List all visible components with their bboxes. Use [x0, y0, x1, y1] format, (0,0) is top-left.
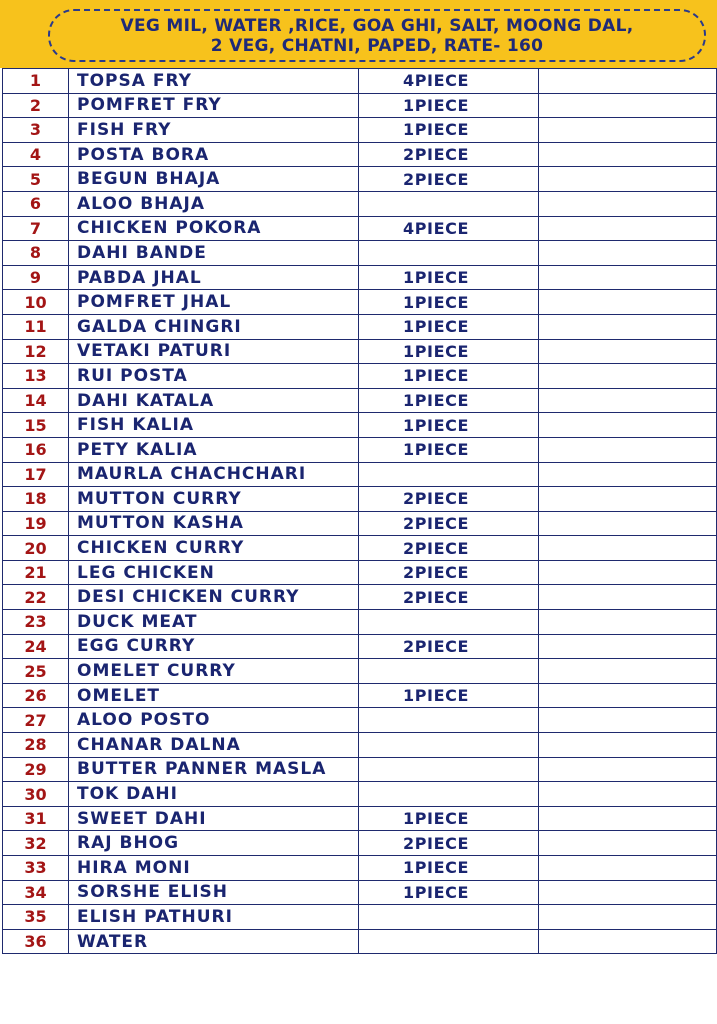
row-number: 24: [3, 634, 69, 659]
row-number: 1: [3, 69, 69, 94]
item-name: DAHI KATALA: [69, 388, 359, 413]
item-quantity: 1PIECE: [359, 118, 539, 143]
item-quantity: 1PIECE: [359, 388, 539, 413]
item-quantity: 2PIECE: [359, 831, 539, 856]
blank-cell: [539, 142, 717, 167]
row-number: 4: [3, 142, 69, 167]
item-quantity: [359, 191, 539, 216]
item-name: TOPSA FRY: [69, 69, 359, 94]
table-row: [3, 929, 717, 954]
row-number: 33: [3, 856, 69, 881]
blank-cell: [539, 191, 717, 216]
row-number: 11: [3, 314, 69, 339]
blank-cell: [539, 339, 717, 364]
item-quantity: [359, 929, 539, 954]
blank-cell: [539, 757, 717, 782]
table-row: [3, 708, 717, 733]
item-quantity: [359, 782, 539, 807]
item-name: CHANAR DALNA: [69, 733, 359, 758]
table-row: [3, 831, 717, 856]
item-name: ALOO POSTO: [69, 708, 359, 733]
table-row: [3, 905, 717, 930]
item-quantity: [359, 610, 539, 635]
row-number: 34: [3, 880, 69, 905]
blank-cell: [539, 905, 717, 930]
item-quantity: 1PIECE: [359, 437, 539, 462]
blank-cell: [539, 462, 717, 487]
item-quantity: [359, 757, 539, 782]
blank-cell: [539, 241, 717, 266]
row-number: 32: [3, 831, 69, 856]
table-row: [3, 536, 717, 561]
blank-cell: [539, 93, 717, 118]
table-row: [3, 585, 717, 610]
row-number: 26: [3, 683, 69, 708]
row-number: 7: [3, 216, 69, 241]
item-name: DAHI BANDE: [69, 241, 359, 266]
blank-cell: [539, 733, 717, 758]
item-name: SORSHE ELISH: [69, 880, 359, 905]
item-quantity: 1PIECE: [359, 856, 539, 881]
row-number: 13: [3, 364, 69, 389]
item-quantity: 1PIECE: [359, 339, 539, 364]
row-number: 29: [3, 757, 69, 782]
blank-cell: [539, 511, 717, 536]
row-number: 27: [3, 708, 69, 733]
blank-cell: [539, 536, 717, 561]
menu-table-body: [3, 69, 717, 954]
item-quantity: 1PIECE: [359, 314, 539, 339]
table-row: [3, 167, 717, 192]
blank-cell: [539, 364, 717, 389]
table-row: [3, 659, 717, 684]
item-name: ELISH PATHURI: [69, 905, 359, 930]
item-name: OMELET CURRY: [69, 659, 359, 684]
header-line-2: 2 VEG, CHATNI, PAPED, RATE- 160: [210, 35, 544, 56]
row-number: 25: [3, 659, 69, 684]
blank-cell: [539, 659, 717, 684]
item-quantity: 1PIECE: [359, 290, 539, 315]
item-name: DUCK MEAT: [69, 610, 359, 635]
row-number: 20: [3, 536, 69, 561]
item-name: SWEET DAHI: [69, 806, 359, 831]
item-quantity: 4PIECE: [359, 216, 539, 241]
table-row: [3, 118, 717, 143]
menu-header: [0, 0, 717, 68]
table-row: [3, 437, 717, 462]
item-name: GALDA CHINGRI: [69, 314, 359, 339]
item-quantity: 2PIECE: [359, 142, 539, 167]
row-number: 36: [3, 929, 69, 954]
item-name: DESI CHICKEN CURRY: [69, 585, 359, 610]
item-quantity: 1PIECE: [359, 93, 539, 118]
table-row: [3, 880, 717, 905]
blank-cell: [539, 585, 717, 610]
blank-cell: [539, 216, 717, 241]
item-name: ALOO BHAJA: [69, 191, 359, 216]
table-row: [3, 782, 717, 807]
item-quantity: 2PIECE: [359, 167, 539, 192]
header-line-1: VEG MIL, WATER ,RICE, GOA GHI, SALT, MOONG DAL,: [120, 15, 634, 36]
table-row: [3, 610, 717, 635]
item-name: MUTTON CURRY: [69, 487, 359, 512]
menu-table: [2, 68, 717, 954]
item-name: LEG CHICKEN: [69, 560, 359, 585]
table-row: [3, 364, 717, 389]
table-row: [3, 290, 717, 315]
blank-cell: [539, 69, 717, 94]
item-name: CHICKEN CURRY: [69, 536, 359, 561]
blank-cell: [539, 290, 717, 315]
table-row: [3, 806, 717, 831]
row-number: 17: [3, 462, 69, 487]
row-number: 3: [3, 118, 69, 143]
item-name: POMFRET JHAL: [69, 290, 359, 315]
item-quantity: 2PIECE: [359, 487, 539, 512]
table-row: [3, 487, 717, 512]
blank-cell: [539, 437, 717, 462]
blank-cell: [539, 683, 717, 708]
item-quantity: [359, 659, 539, 684]
table-row: [3, 93, 717, 118]
item-quantity: 4PIECE: [359, 69, 539, 94]
item-quantity: 2PIECE: [359, 511, 539, 536]
row-number: 31: [3, 806, 69, 831]
item-name: FISH KALIA: [69, 413, 359, 438]
item-quantity: [359, 462, 539, 487]
table-row: [3, 314, 717, 339]
table-row: [3, 757, 717, 782]
blank-cell: [539, 929, 717, 954]
item-quantity: 1PIECE: [359, 683, 539, 708]
blank-cell: [539, 806, 717, 831]
item-name: RUI POSTA: [69, 364, 359, 389]
item-quantity: [359, 708, 539, 733]
item-quantity: [359, 733, 539, 758]
table-row: [3, 241, 717, 266]
item-name: MAURLA CHACHCHARI: [69, 462, 359, 487]
table-row: [3, 856, 717, 881]
blank-cell: [539, 708, 717, 733]
row-number: 16: [3, 437, 69, 462]
blank-cell: [539, 167, 717, 192]
row-number: 2: [3, 93, 69, 118]
item-name: RAJ BHOG: [69, 831, 359, 856]
item-quantity: 1PIECE: [359, 364, 539, 389]
item-quantity: 2PIECE: [359, 536, 539, 561]
table-row: [3, 560, 717, 585]
blank-cell: [539, 487, 717, 512]
item-name: BUTTER PANNER MASLA: [69, 757, 359, 782]
item-name: PETY KALIA: [69, 437, 359, 462]
table-row: [3, 511, 717, 536]
item-name: BEGUN BHAJA: [69, 167, 359, 192]
blank-cell: [539, 118, 717, 143]
blank-cell: [539, 880, 717, 905]
blank-cell: [539, 634, 717, 659]
blank-cell: [539, 314, 717, 339]
table-row: [3, 462, 717, 487]
table-row: [3, 265, 717, 290]
table-row: [3, 191, 717, 216]
blank-cell: [539, 856, 717, 881]
item-quantity: 1PIECE: [359, 880, 539, 905]
row-number: 18: [3, 487, 69, 512]
table-row: [3, 388, 717, 413]
row-number: 10: [3, 290, 69, 315]
table-row: [3, 339, 717, 364]
row-number: 28: [3, 733, 69, 758]
item-name: CHICKEN POKORA: [69, 216, 359, 241]
blank-cell: [539, 782, 717, 807]
item-name: TOK DAHI: [69, 782, 359, 807]
item-name: POMFRET FRY: [69, 93, 359, 118]
item-quantity: 2PIECE: [359, 634, 539, 659]
table-row: [3, 216, 717, 241]
item-name: VETAKI PATURI: [69, 339, 359, 364]
row-number: 30: [3, 782, 69, 807]
item-name: EGG CURRY: [69, 634, 359, 659]
item-name: WATER: [69, 929, 359, 954]
item-quantity: 1PIECE: [359, 806, 539, 831]
row-number: 35: [3, 905, 69, 930]
table-row: [3, 683, 717, 708]
row-number: 15: [3, 413, 69, 438]
blank-cell: [539, 413, 717, 438]
row-number: 19: [3, 511, 69, 536]
item-name: HIRA MONI: [69, 856, 359, 881]
blank-cell: [539, 388, 717, 413]
item-name: OMELET: [69, 683, 359, 708]
row-number: 22: [3, 585, 69, 610]
item-quantity: [359, 905, 539, 930]
blank-cell: [539, 560, 717, 585]
table-row: [3, 142, 717, 167]
item-quantity: [359, 241, 539, 266]
header-banner: [48, 9, 706, 62]
item-name: FISH FRY: [69, 118, 359, 143]
row-number: 14: [3, 388, 69, 413]
row-number: 12: [3, 339, 69, 364]
item-quantity: 2PIECE: [359, 585, 539, 610]
table-row: [3, 733, 717, 758]
table-row: [3, 413, 717, 438]
row-number: 5: [3, 167, 69, 192]
item-quantity: 1PIECE: [359, 265, 539, 290]
row-number: 23: [3, 610, 69, 635]
item-quantity: 1PIECE: [359, 413, 539, 438]
item-name: POSTA BORA: [69, 142, 359, 167]
table-row: [3, 634, 717, 659]
row-number: 6: [3, 191, 69, 216]
blank-cell: [539, 610, 717, 635]
row-number: 8: [3, 241, 69, 266]
row-number: 21: [3, 560, 69, 585]
item-name: PABDA JHAL: [69, 265, 359, 290]
item-quantity: 2PIECE: [359, 560, 539, 585]
blank-cell: [539, 831, 717, 856]
blank-cell: [539, 265, 717, 290]
row-number: 9: [3, 265, 69, 290]
table-row: [3, 69, 717, 94]
item-name: MUTTON KASHA: [69, 511, 359, 536]
